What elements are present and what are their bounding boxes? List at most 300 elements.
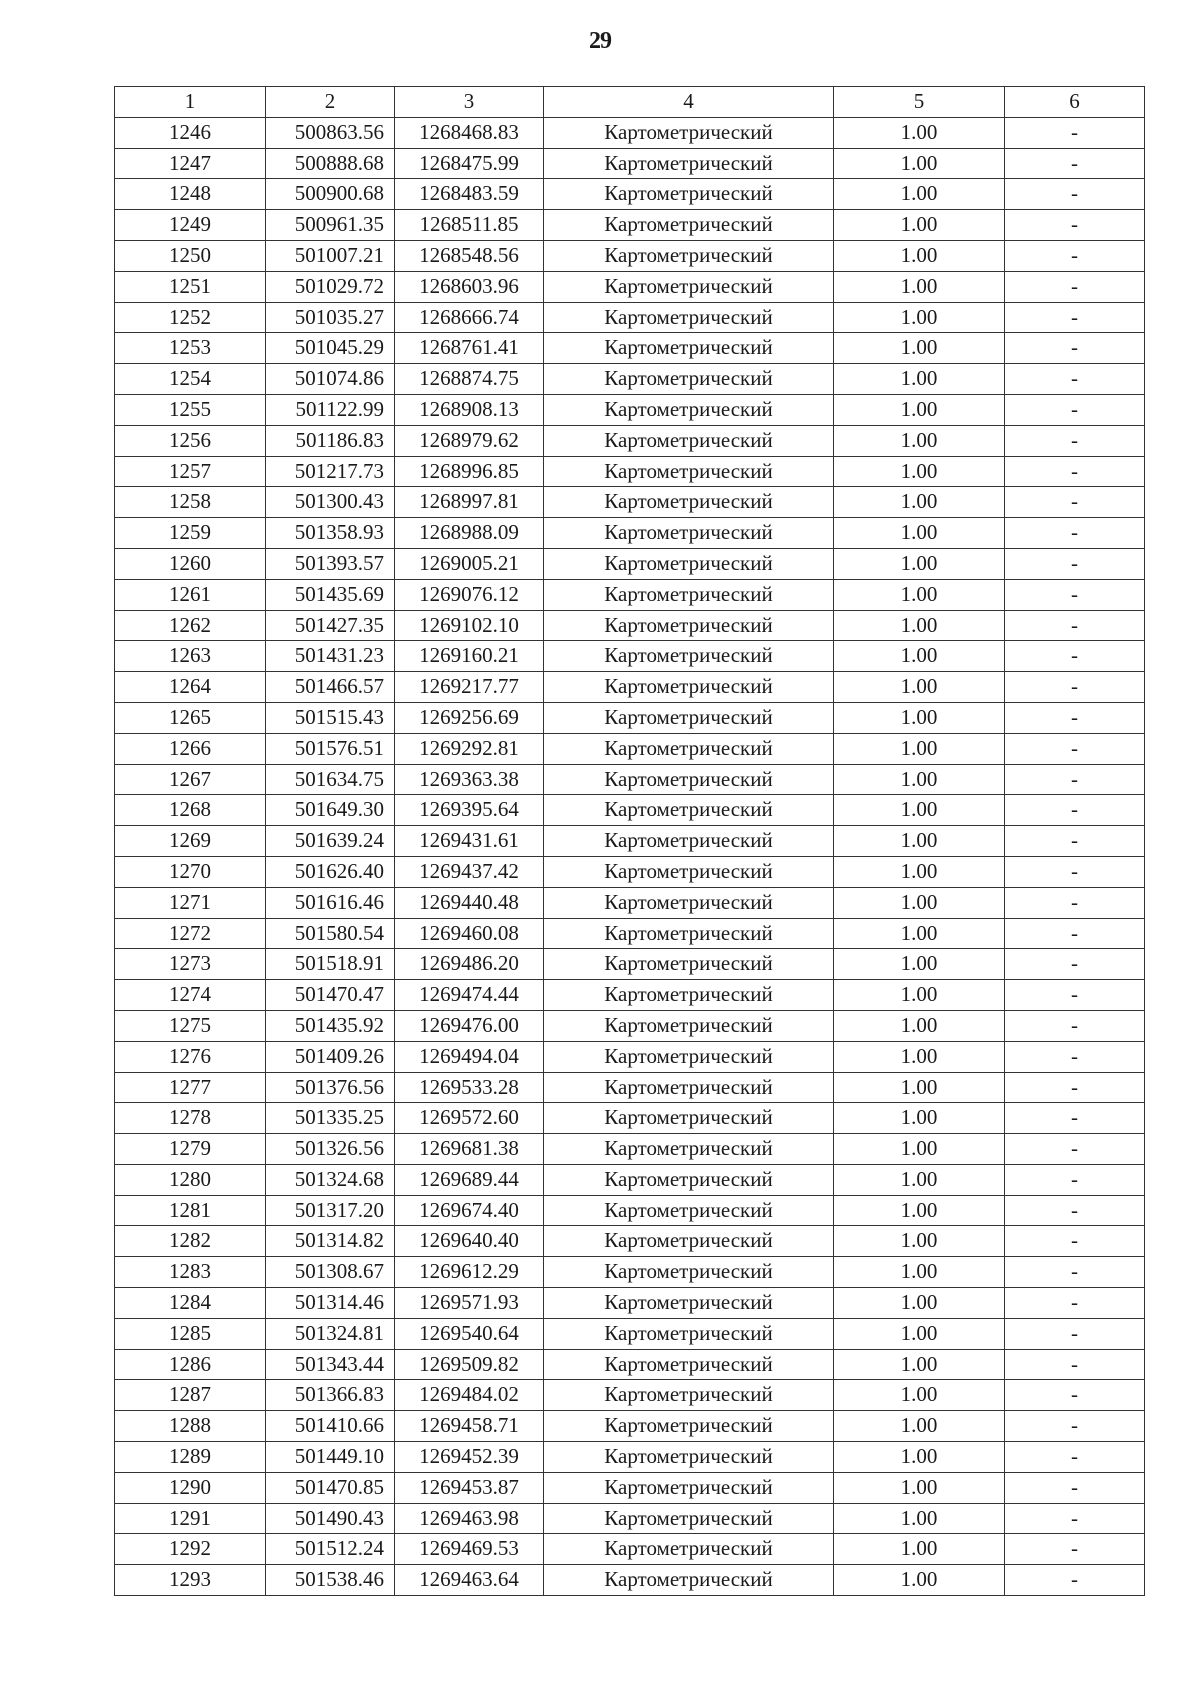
x-coordinate-cell: 501435.69 <box>266 579 395 610</box>
method-cell: Картометрический <box>544 1134 834 1165</box>
accuracy-cell: 1.00 <box>834 733 1005 764</box>
note-cell: - <box>1005 1072 1145 1103</box>
point-number-cell: 1256 <box>115 425 266 456</box>
x-coordinate-cell: 501314.82 <box>266 1226 395 1257</box>
method-cell: Картометрический <box>544 918 834 949</box>
accuracy-cell: 1.00 <box>834 333 1005 364</box>
x-coordinate-cell: 501317.20 <box>266 1195 395 1226</box>
header-row <box>115 87 1145 118</box>
accuracy-cell: 1.00 <box>834 1010 1005 1041</box>
table-row <box>115 1103 1145 1134</box>
x-coordinate-cell: 501376.56 <box>266 1072 395 1103</box>
accuracy-cell: 1.00 <box>834 980 1005 1011</box>
y-coordinate-cell: 1269484.02 <box>395 1380 544 1411</box>
y-coordinate-cell: 1269363.38 <box>395 764 544 795</box>
note-cell: - <box>1005 1103 1145 1134</box>
accuracy-cell: 1.00 <box>834 702 1005 733</box>
x-coordinate-cell: 501314.46 <box>266 1288 395 1319</box>
table-row <box>115 949 1145 980</box>
accuracy-cell: 1.00 <box>834 179 1005 210</box>
table-row <box>115 1534 1145 1565</box>
column-header-4: 4 <box>544 87 834 118</box>
x-coordinate-cell: 501634.75 <box>266 764 395 795</box>
method-cell: Картометрический <box>544 1411 834 1442</box>
point-number-cell: 1289 <box>115 1442 266 1473</box>
method-cell: Картометрический <box>544 672 834 703</box>
x-coordinate-cell: 501186.83 <box>266 425 395 456</box>
method-cell: Картометрический <box>544 302 834 333</box>
accuracy-cell: 1.00 <box>834 394 1005 425</box>
column-header-1: 1 <box>115 87 266 118</box>
x-coordinate-cell: 501649.30 <box>266 795 395 826</box>
point-number-cell: 1275 <box>115 1010 266 1041</box>
accuracy-cell: 1.00 <box>834 1349 1005 1380</box>
x-coordinate-cell: 501449.10 <box>266 1442 395 1473</box>
column-header-2: 2 <box>266 87 395 118</box>
point-number-cell: 1264 <box>115 672 266 703</box>
method-cell: Картометрический <box>544 210 834 241</box>
method-cell: Картометрический <box>544 702 834 733</box>
point-number-cell: 1269 <box>115 826 266 857</box>
method-cell: Картометрический <box>544 764 834 795</box>
note-cell: - <box>1005 1349 1145 1380</box>
x-coordinate-cell: 501580.54 <box>266 918 395 949</box>
table-row <box>115 641 1145 672</box>
accuracy-cell: 1.00 <box>834 1195 1005 1226</box>
note-cell: - <box>1005 117 1145 148</box>
method-cell: Картометрический <box>544 487 834 518</box>
x-coordinate-cell: 501466.57 <box>266 672 395 703</box>
table-row <box>115 610 1145 641</box>
y-coordinate-cell: 1269005.21 <box>395 548 544 579</box>
method-cell: Картометрический <box>544 1565 834 1596</box>
table-row <box>115 856 1145 887</box>
note-cell: - <box>1005 364 1145 395</box>
accuracy-cell: 1.00 <box>834 1103 1005 1134</box>
note-cell: - <box>1005 271 1145 302</box>
method-cell: Картометрический <box>544 148 834 179</box>
method-cell: Картометрический <box>544 1041 834 1072</box>
y-coordinate-cell: 1268874.75 <box>395 364 544 395</box>
y-coordinate-cell: 1269486.20 <box>395 949 544 980</box>
y-coordinate-cell: 1268908.13 <box>395 394 544 425</box>
x-coordinate-cell: 501576.51 <box>266 733 395 764</box>
accuracy-cell: 1.00 <box>834 210 1005 241</box>
accuracy-cell: 1.00 <box>834 1257 1005 1288</box>
table-row <box>115 1195 1145 1226</box>
method-cell: Картометрический <box>544 1349 834 1380</box>
accuracy-cell: 1.00 <box>834 1318 1005 1349</box>
point-number-cell: 1272 <box>115 918 266 949</box>
point-number-cell: 1262 <box>115 610 266 641</box>
note-cell: - <box>1005 1257 1145 1288</box>
table-row <box>115 1257 1145 1288</box>
note-cell: - <box>1005 1318 1145 1349</box>
table-row <box>115 1411 1145 1442</box>
method-cell: Картометрический <box>544 394 834 425</box>
x-coordinate-cell: 501515.43 <box>266 702 395 733</box>
y-coordinate-cell: 1269474.44 <box>395 980 544 1011</box>
accuracy-cell: 1.00 <box>834 1041 1005 1072</box>
point-number-cell: 1258 <box>115 487 266 518</box>
point-number-cell: 1278 <box>115 1103 266 1134</box>
point-number-cell: 1279 <box>115 1134 266 1165</box>
y-coordinate-cell: 1269674.40 <box>395 1195 544 1226</box>
x-coordinate-cell: 501518.91 <box>266 949 395 980</box>
method-cell: Картометрический <box>544 1072 834 1103</box>
table-row <box>115 733 1145 764</box>
note-cell: - <box>1005 210 1145 241</box>
accuracy-cell: 1.00 <box>834 1134 1005 1165</box>
accuracy-cell: 1.00 <box>834 271 1005 302</box>
point-number-cell: 1273 <box>115 949 266 980</box>
note-cell: - <box>1005 1288 1145 1319</box>
x-coordinate-cell: 501409.26 <box>266 1041 395 1072</box>
point-number-cell: 1292 <box>115 1534 266 1565</box>
method-cell: Картометрический <box>544 1257 834 1288</box>
y-coordinate-cell: 1269431.61 <box>395 826 544 857</box>
method-cell: Картометрический <box>544 518 834 549</box>
accuracy-cell: 1.00 <box>834 364 1005 395</box>
x-coordinate-cell: 501122.99 <box>266 394 395 425</box>
method-cell: Картометрический <box>544 1534 834 1565</box>
point-number-cell: 1246 <box>115 117 266 148</box>
x-coordinate-cell: 501358.93 <box>266 518 395 549</box>
x-coordinate-cell: 501393.57 <box>266 548 395 579</box>
accuracy-cell: 1.00 <box>834 641 1005 672</box>
note-cell: - <box>1005 394 1145 425</box>
note-cell: - <box>1005 949 1145 980</box>
column-header-6: 6 <box>1005 87 1145 118</box>
accuracy-cell: 1.00 <box>834 148 1005 179</box>
column-header-3: 3 <box>395 87 544 118</box>
y-coordinate-cell: 1268603.96 <box>395 271 544 302</box>
table-row <box>115 1472 1145 1503</box>
accuracy-cell: 1.00 <box>834 1534 1005 1565</box>
point-number-cell: 1280 <box>115 1164 266 1195</box>
note-cell: - <box>1005 887 1145 918</box>
method-cell: Картометрический <box>544 1103 834 1134</box>
table-row <box>115 1288 1145 1319</box>
table-row <box>115 364 1145 395</box>
x-coordinate-cell: 501470.47 <box>266 980 395 1011</box>
table-header <box>115 87 1145 118</box>
y-coordinate-cell: 1269395.64 <box>395 795 544 826</box>
method-cell: Картометрический <box>544 271 834 302</box>
x-coordinate-cell: 501007.21 <box>266 240 395 271</box>
y-coordinate-cell: 1269540.64 <box>395 1318 544 1349</box>
point-number-cell: 1265 <box>115 702 266 733</box>
table-row <box>115 148 1145 179</box>
y-coordinate-cell: 1269533.28 <box>395 1072 544 1103</box>
table-row <box>115 579 1145 610</box>
y-coordinate-cell: 1269453.87 <box>395 1472 544 1503</box>
coordinates-table <box>114 86 1145 1596</box>
x-coordinate-cell: 501427.35 <box>266 610 395 641</box>
point-number-cell: 1290 <box>115 1472 266 1503</box>
x-coordinate-cell: 501074.86 <box>266 364 395 395</box>
table-row <box>115 456 1145 487</box>
note-cell: - <box>1005 518 1145 549</box>
point-number-cell: 1285 <box>115 1318 266 1349</box>
accuracy-cell: 1.00 <box>834 1442 1005 1473</box>
note-cell: - <box>1005 980 1145 1011</box>
point-number-cell: 1277 <box>115 1072 266 1103</box>
method-cell: Картометрический <box>544 1195 834 1226</box>
y-coordinate-cell: 1269681.38 <box>395 1134 544 1165</box>
accuracy-cell: 1.00 <box>834 1288 1005 1319</box>
point-number-cell: 1260 <box>115 548 266 579</box>
accuracy-cell: 1.00 <box>834 887 1005 918</box>
method-cell: Картометрический <box>544 1318 834 1349</box>
point-number-cell: 1263 <box>115 641 266 672</box>
accuracy-cell: 1.00 <box>834 1411 1005 1442</box>
point-number-cell: 1288 <box>115 1411 266 1442</box>
method-cell: Картометрический <box>544 641 834 672</box>
y-coordinate-cell: 1269076.12 <box>395 579 544 610</box>
y-coordinate-cell: 1268666.74 <box>395 302 544 333</box>
y-coordinate-cell: 1269689.44 <box>395 1164 544 1195</box>
x-coordinate-cell: 501324.81 <box>266 1318 395 1349</box>
accuracy-cell: 1.00 <box>834 1164 1005 1195</box>
point-number-cell: 1250 <box>115 240 266 271</box>
method-cell: Картометрический <box>544 1010 834 1041</box>
note-cell: - <box>1005 672 1145 703</box>
y-coordinate-cell: 1269102.10 <box>395 610 544 641</box>
table-row <box>115 1503 1145 1534</box>
method-cell: Картометрический <box>544 826 834 857</box>
y-coordinate-cell: 1269572.60 <box>395 1103 544 1134</box>
point-number-cell: 1283 <box>115 1257 266 1288</box>
table-row <box>115 302 1145 333</box>
point-number-cell: 1293 <box>115 1565 266 1596</box>
note-cell: - <box>1005 1442 1145 1473</box>
x-coordinate-cell: 501035.27 <box>266 302 395 333</box>
point-number-cell: 1267 <box>115 764 266 795</box>
method-cell: Картометрический <box>544 1380 834 1411</box>
x-coordinate-cell: 501431.23 <box>266 641 395 672</box>
table-row <box>115 179 1145 210</box>
accuracy-cell: 1.00 <box>834 579 1005 610</box>
table-row <box>115 702 1145 733</box>
method-cell: Картометрический <box>544 1288 834 1319</box>
page-number: 29 <box>589 28 611 54</box>
method-cell: Картометрический <box>544 425 834 456</box>
table-row <box>115 1318 1145 1349</box>
y-coordinate-cell: 1269160.21 <box>395 641 544 672</box>
x-coordinate-cell: 501410.66 <box>266 1411 395 1442</box>
note-cell: - <box>1005 1195 1145 1226</box>
note-cell: - <box>1005 333 1145 364</box>
method-cell: Картометрический <box>544 949 834 980</box>
y-coordinate-cell: 1269571.93 <box>395 1288 544 1319</box>
table-row <box>115 518 1145 549</box>
y-coordinate-cell: 1269437.42 <box>395 856 544 887</box>
y-coordinate-cell: 1268996.85 <box>395 456 544 487</box>
method-cell: Картометрический <box>544 795 834 826</box>
y-coordinate-cell: 1268979.62 <box>395 425 544 456</box>
point-number-cell: 1286 <box>115 1349 266 1380</box>
x-coordinate-cell: 500961.35 <box>266 210 395 241</box>
accuracy-cell: 1.00 <box>834 1565 1005 1596</box>
method-cell: Картометрический <box>544 1164 834 1195</box>
table-row <box>115 1072 1145 1103</box>
x-coordinate-cell: 501538.46 <box>266 1565 395 1596</box>
table-row <box>115 1134 1145 1165</box>
point-number-cell: 1259 <box>115 518 266 549</box>
table-row <box>115 980 1145 1011</box>
table-row <box>115 1164 1145 1195</box>
point-number-cell: 1251 <box>115 271 266 302</box>
accuracy-cell: 1.00 <box>834 487 1005 518</box>
y-coordinate-cell: 1269494.04 <box>395 1041 544 1072</box>
accuracy-cell: 1.00 <box>834 518 1005 549</box>
y-coordinate-cell: 1268475.99 <box>395 148 544 179</box>
point-number-cell: 1257 <box>115 456 266 487</box>
method-cell: Картометрический <box>544 364 834 395</box>
y-coordinate-cell: 1269640.40 <box>395 1226 544 1257</box>
note-cell: - <box>1005 240 1145 271</box>
table-row <box>115 826 1145 857</box>
accuracy-cell: 1.00 <box>834 764 1005 795</box>
note-cell: - <box>1005 1472 1145 1503</box>
x-coordinate-cell: 501217.73 <box>266 456 395 487</box>
x-coordinate-cell: 501435.92 <box>266 1010 395 1041</box>
method-cell: Картометрический <box>544 1503 834 1534</box>
note-cell: - <box>1005 456 1145 487</box>
point-number-cell: 1266 <box>115 733 266 764</box>
y-coordinate-cell: 1268548.56 <box>395 240 544 271</box>
table-row <box>115 548 1145 579</box>
x-coordinate-cell: 501326.56 <box>266 1134 395 1165</box>
x-coordinate-cell: 501029.72 <box>266 271 395 302</box>
x-coordinate-cell: 501626.40 <box>266 856 395 887</box>
note-cell: - <box>1005 1503 1145 1534</box>
accuracy-cell: 1.00 <box>834 1503 1005 1534</box>
x-coordinate-cell: 500888.68 <box>266 148 395 179</box>
note-cell: - <box>1005 1226 1145 1257</box>
x-coordinate-cell: 501308.67 <box>266 1257 395 1288</box>
y-coordinate-cell: 1269458.71 <box>395 1411 544 1442</box>
point-number-cell: 1254 <box>115 364 266 395</box>
point-number-cell: 1248 <box>115 179 266 210</box>
method-cell: Картометрический <box>544 1472 834 1503</box>
note-cell: - <box>1005 764 1145 795</box>
note-cell: - <box>1005 425 1145 456</box>
accuracy-cell: 1.00 <box>834 1380 1005 1411</box>
y-coordinate-cell: 1269256.69 <box>395 702 544 733</box>
table-row <box>115 210 1145 241</box>
method-cell: Картометрический <box>544 610 834 641</box>
y-coordinate-cell: 1268997.81 <box>395 487 544 518</box>
y-coordinate-cell: 1268761.41 <box>395 333 544 364</box>
note-cell: - <box>1005 179 1145 210</box>
point-number-cell: 1252 <box>115 302 266 333</box>
table-row <box>115 672 1145 703</box>
note-cell: - <box>1005 1565 1145 1596</box>
accuracy-cell: 1.00 <box>834 610 1005 641</box>
y-coordinate-cell: 1269292.81 <box>395 733 544 764</box>
table-row <box>115 425 1145 456</box>
table-row <box>115 1226 1145 1257</box>
column-header-5: 5 <box>834 87 1005 118</box>
point-number-cell: 1281 <box>115 1195 266 1226</box>
point-number-cell: 1255 <box>115 394 266 425</box>
accuracy-cell: 1.00 <box>834 672 1005 703</box>
note-cell: - <box>1005 579 1145 610</box>
x-coordinate-cell: 500863.56 <box>266 117 395 148</box>
note-cell: - <box>1005 610 1145 641</box>
x-coordinate-cell: 501343.44 <box>266 1349 395 1380</box>
method-cell: Картометрический <box>544 333 834 364</box>
x-coordinate-cell: 501512.24 <box>266 1534 395 1565</box>
accuracy-cell: 1.00 <box>834 1472 1005 1503</box>
accuracy-cell: 1.00 <box>834 548 1005 579</box>
point-number-cell: 1282 <box>115 1226 266 1257</box>
note-cell: - <box>1005 487 1145 518</box>
table-row <box>115 487 1145 518</box>
y-coordinate-cell: 1268511.85 <box>395 210 544 241</box>
note-cell: - <box>1005 702 1145 733</box>
accuracy-cell: 1.00 <box>834 1072 1005 1103</box>
note-cell: - <box>1005 548 1145 579</box>
y-coordinate-cell: 1268468.83 <box>395 117 544 148</box>
note-cell: - <box>1005 1134 1145 1165</box>
method-cell: Картометрический <box>544 579 834 610</box>
method-cell: Картометрический <box>544 456 834 487</box>
x-coordinate-cell: 501366.83 <box>266 1380 395 1411</box>
point-number-cell: 1276 <box>115 1041 266 1072</box>
note-cell: - <box>1005 1534 1145 1565</box>
point-number-cell: 1270 <box>115 856 266 887</box>
accuracy-cell: 1.00 <box>834 456 1005 487</box>
point-number-cell: 1253 <box>115 333 266 364</box>
y-coordinate-cell: 1269217.77 <box>395 672 544 703</box>
x-coordinate-cell: 501490.43 <box>266 1503 395 1534</box>
y-coordinate-cell: 1269469.53 <box>395 1534 544 1565</box>
accuracy-cell: 1.00 <box>834 918 1005 949</box>
method-cell: Картометрический <box>544 1226 834 1257</box>
x-coordinate-cell: 501616.46 <box>266 887 395 918</box>
x-coordinate-cell: 501045.29 <box>266 333 395 364</box>
point-number-cell: 1284 <box>115 1288 266 1319</box>
y-coordinate-cell: 1269509.82 <box>395 1349 544 1380</box>
point-number-cell: 1274 <box>115 980 266 1011</box>
point-number-cell: 1271 <box>115 887 266 918</box>
method-cell: Картометрический <box>544 980 834 1011</box>
method-cell: Картометрический <box>544 887 834 918</box>
table-row <box>115 764 1145 795</box>
table-row <box>115 117 1145 148</box>
note-cell: - <box>1005 1041 1145 1072</box>
note-cell: - <box>1005 826 1145 857</box>
table-row <box>115 1349 1145 1380</box>
table-row <box>115 271 1145 302</box>
note-cell: - <box>1005 733 1145 764</box>
note-cell: - <box>1005 856 1145 887</box>
y-coordinate-cell: 1268988.09 <box>395 518 544 549</box>
note-cell: - <box>1005 1380 1145 1411</box>
method-cell: Картометрический <box>544 240 834 271</box>
table-row <box>115 795 1145 826</box>
note-cell: - <box>1005 641 1145 672</box>
x-coordinate-cell: 501335.25 <box>266 1103 395 1134</box>
method-cell: Картометрический <box>544 733 834 764</box>
accuracy-cell: 1.00 <box>834 302 1005 333</box>
table-row <box>115 1565 1145 1596</box>
method-cell: Картометрический <box>544 856 834 887</box>
table-row <box>115 887 1145 918</box>
